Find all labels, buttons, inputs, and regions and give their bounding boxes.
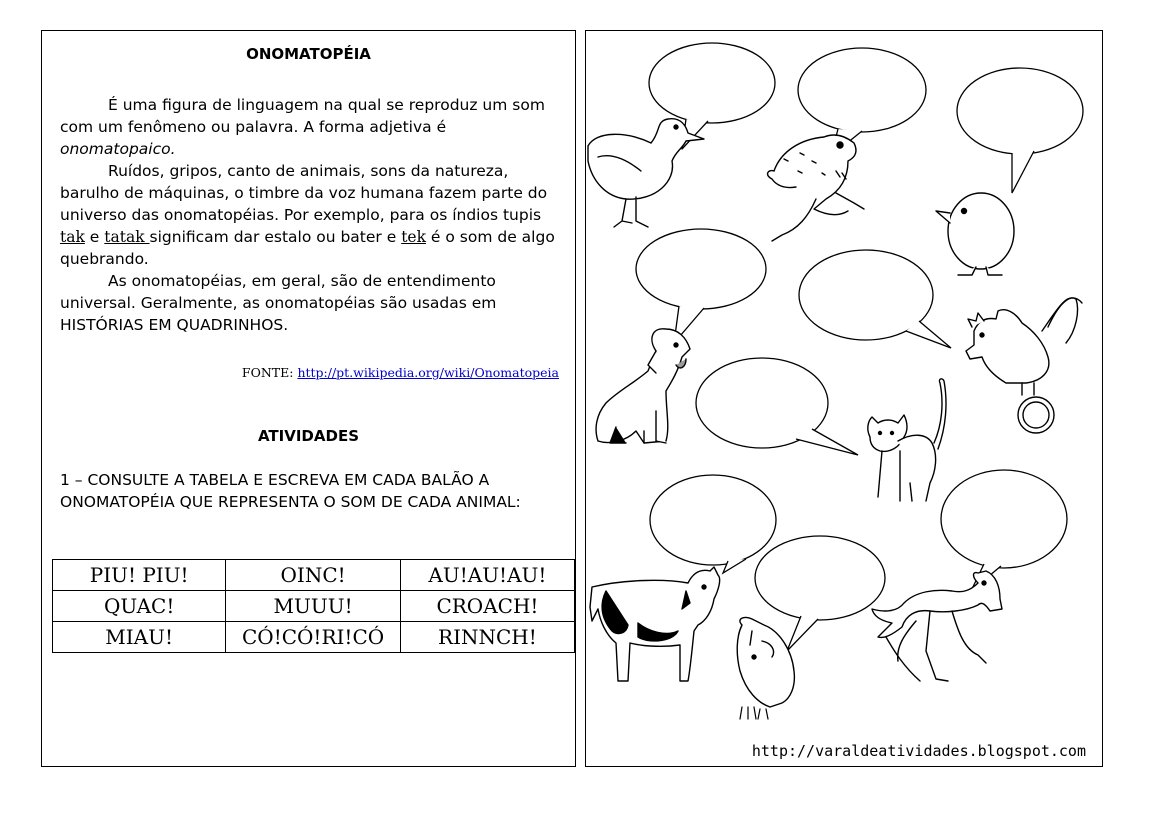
word-tak: tak xyxy=(60,228,85,246)
table-cell: QUAC! xyxy=(53,591,226,622)
speech-bubble-scene xyxy=(586,31,1102,766)
activities-title: ATIVIDADES xyxy=(257,427,359,445)
horse-icon xyxy=(872,571,1002,681)
table-cell: CÓ!CÓ!RI!CÓ xyxy=(226,622,401,653)
paragraph-1: É uma figura de linguagem na qual se reproduz um som com um fenômeno ou palavra. A forma adjetiva é onomatopaico. xyxy=(60,96,545,158)
speech-bubble-rooster[interactable] xyxy=(799,250,951,348)
paragraph-2: Ruídos, gripos, canto de animais, sons da natureza, barulho de máquinas, o timbre da voz humana fazem parte do universo das onomatopéias. Por exemplo, para os índios tupis tak e tatak significam dar estalo ou bater e tek é o som de algo quebrando. xyxy=(60,162,555,268)
cat-icon xyxy=(868,379,946,501)
page-title: ONOMATOPÉIA xyxy=(246,45,371,63)
text-panel xyxy=(41,30,576,767)
definition-text xyxy=(60,94,565,336)
table-cell: PIU! PIU! xyxy=(53,560,226,591)
paragraph-3: As onomatopéias, em geral, são de entendimento universal. Geralmente, as onomatopéias são usadas em HISTÓRIAS EM QUADRINHOS. xyxy=(60,272,497,334)
table-cell: AU!AU!AU! xyxy=(400,560,574,591)
pig-icon xyxy=(737,617,794,719)
chick-icon xyxy=(936,193,1014,275)
table-cell: CROACH! xyxy=(400,591,574,622)
table-row xyxy=(53,622,575,653)
speech-bubble-cat[interactable] xyxy=(696,358,858,455)
speech-bubble-dog[interactable] xyxy=(636,229,766,343)
table-row xyxy=(53,560,575,591)
table-cell: MIAU! xyxy=(53,622,226,653)
speech-bubble-cow[interactable] xyxy=(650,475,776,573)
duck-icon xyxy=(588,119,704,227)
table-row xyxy=(53,591,575,622)
word-tatak: tatak xyxy=(104,228,150,246)
credit-url: http://varaldeatividades.blogspot.com xyxy=(751,742,1086,760)
table-cell: RINNCH! xyxy=(400,622,574,653)
onomatopoeia-table xyxy=(52,559,575,653)
rooster-icon xyxy=(966,298,1082,433)
table-cell: OINC! xyxy=(226,560,401,591)
source-link[interactable]: http://pt.wikipedia.org/wiki/Onomatopeia xyxy=(297,365,559,380)
illustration-panel xyxy=(585,30,1103,767)
frog-icon xyxy=(768,135,864,241)
activity-1-instructions: 1 – CONSULTE A TABELA E ESCREVA EM CADA BALÃO A ONOMATOPÉIA QUE REPRESENTA O SOM DE CADA ANIMAL: xyxy=(60,471,521,511)
source-citation: FONTE: http://pt.wikipedia.org/wiki/Onomatopeia xyxy=(241,365,559,380)
speech-bubble-horse[interactable] xyxy=(941,470,1067,591)
speech-bubble-chick[interactable] xyxy=(957,68,1083,193)
word-tek: tek xyxy=(401,228,426,246)
cow-icon xyxy=(590,567,720,681)
table-cell: MUUU! xyxy=(226,591,401,622)
dog-icon xyxy=(596,329,690,443)
